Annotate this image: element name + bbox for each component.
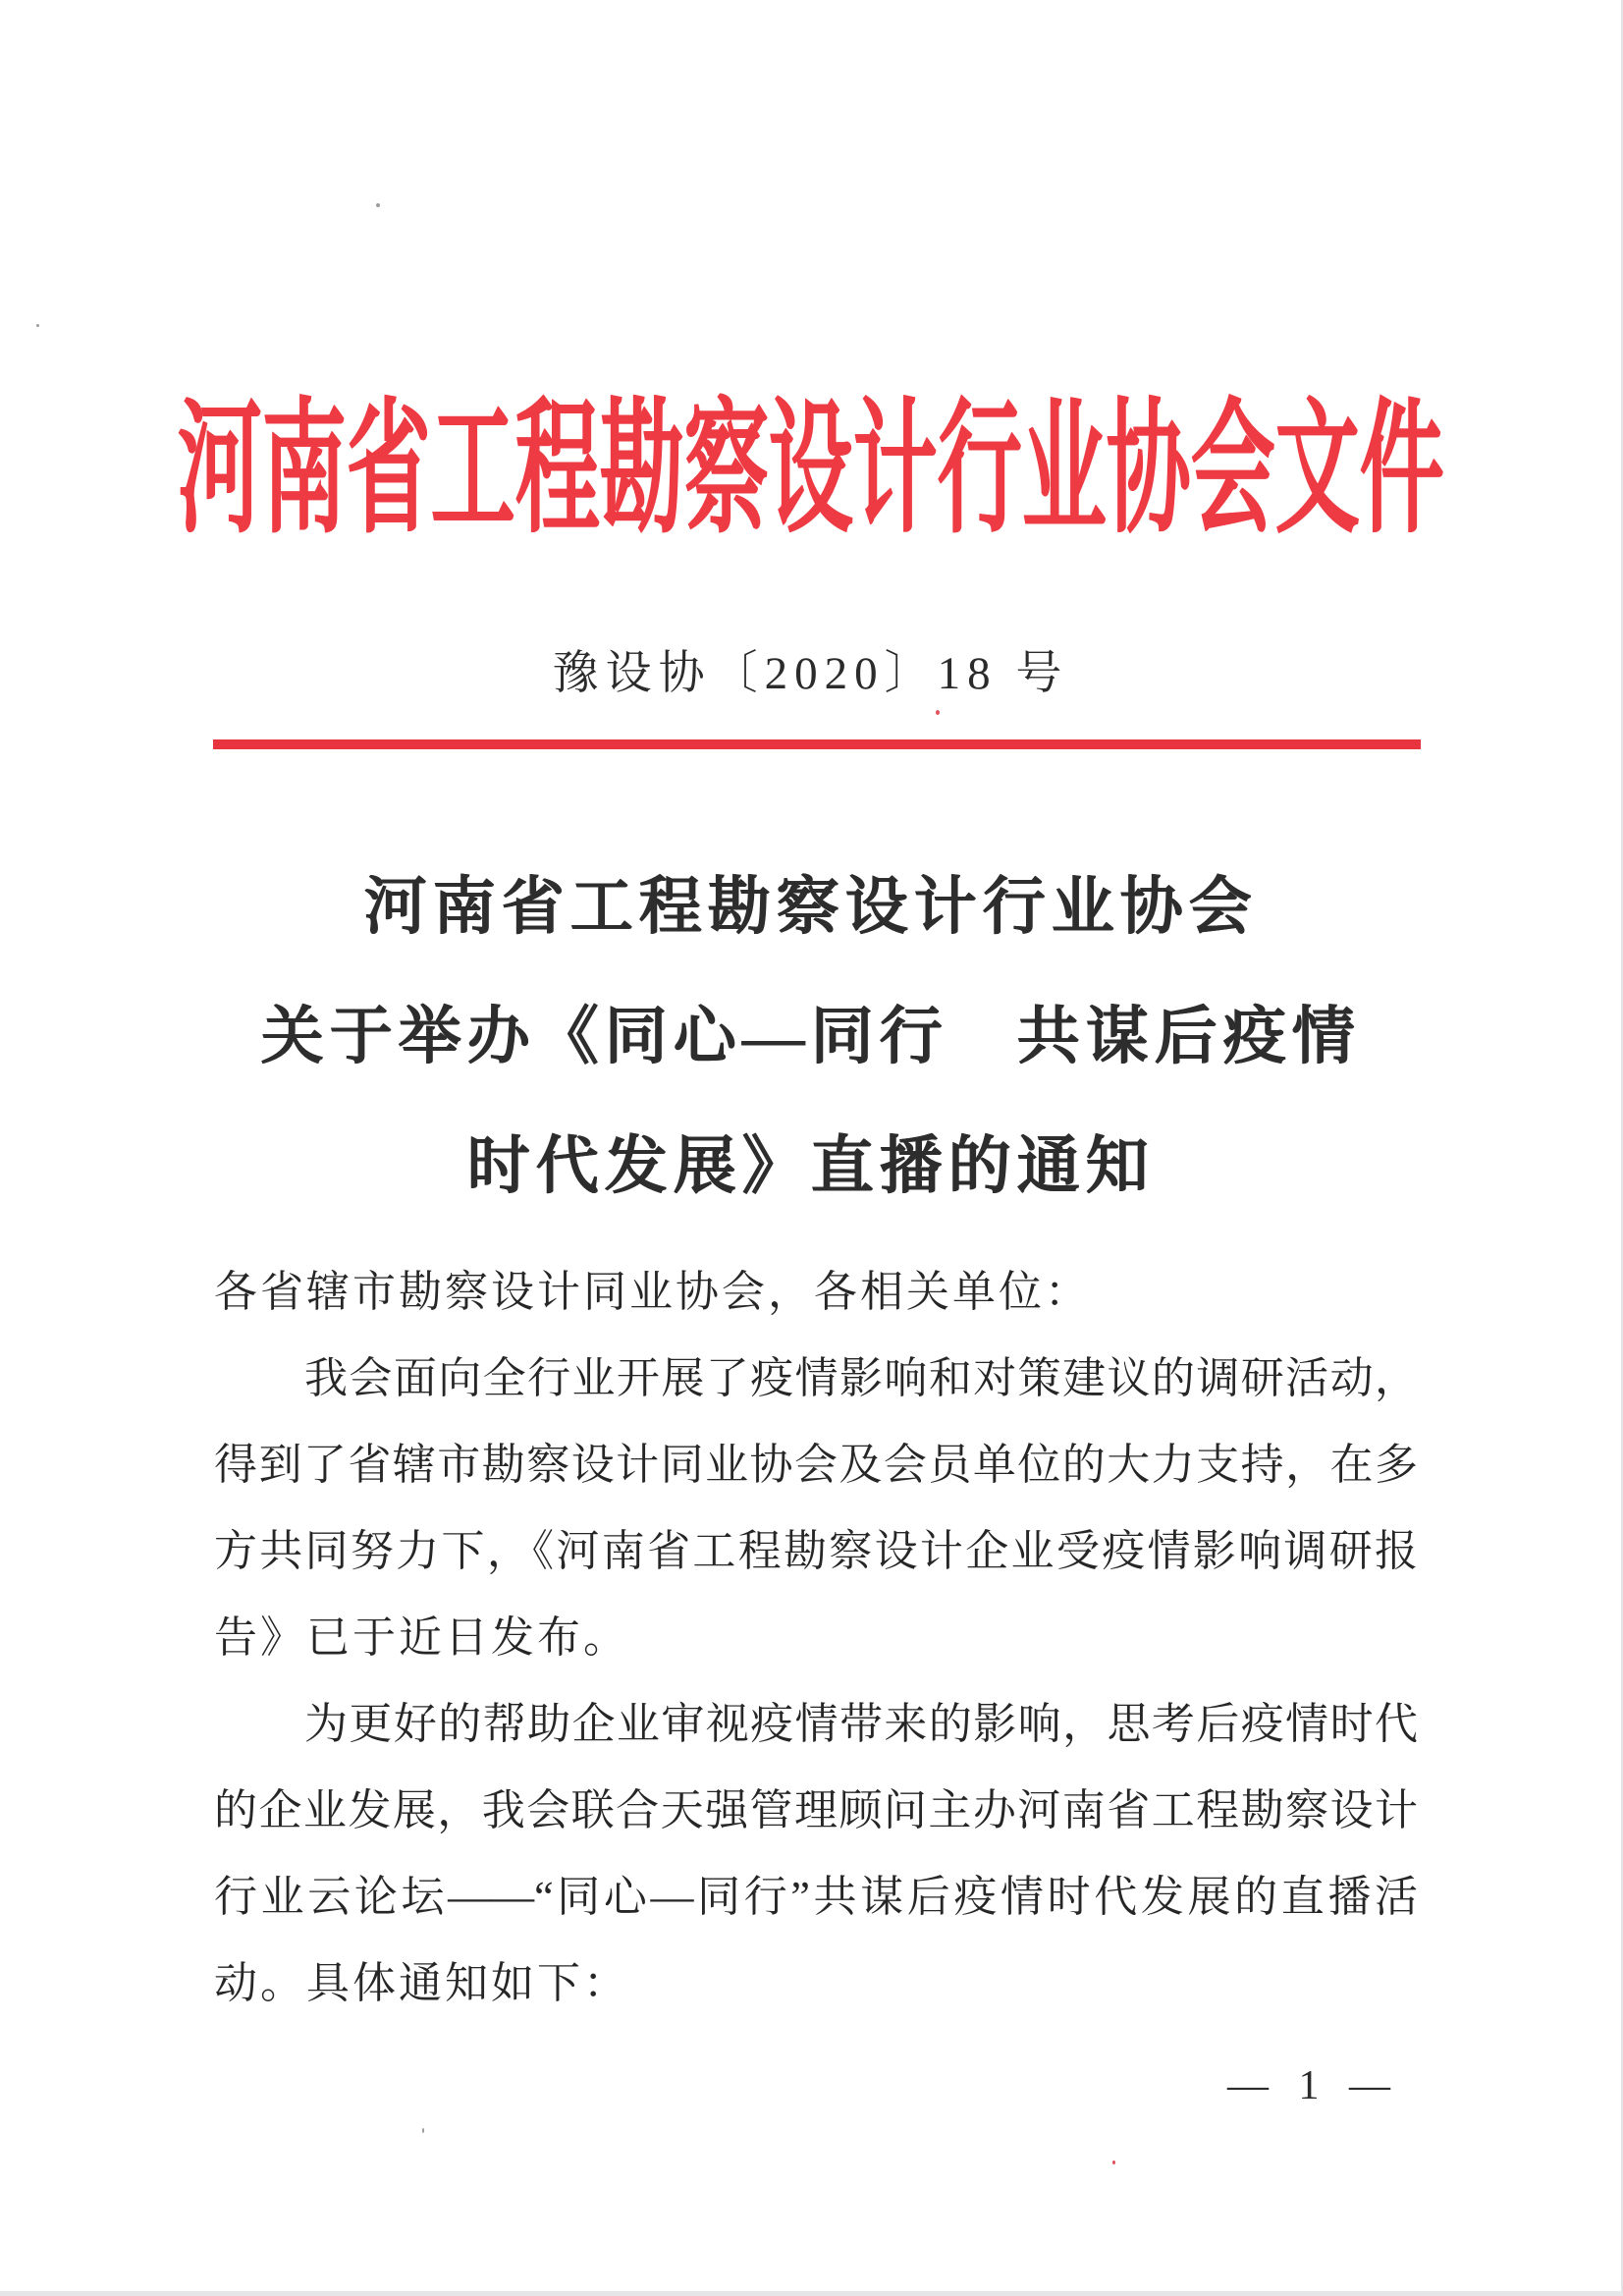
body-line: 告》已于近日发布。 <box>214 1613 629 1662</box>
document-reference-number: 豫设协〔2020〕18 号 <box>552 648 1069 699</box>
body-line: 的企业发展，我会联合天强管理顾问主办河南省工程勘察设计 <box>214 1786 1418 1834</box>
scan-speck <box>936 710 940 715</box>
page-number: — 1 — <box>1227 2063 1400 2108</box>
scan-speck <box>1112 2160 1115 2164</box>
notice-title-line-2: 关于举办《同心—同行 共谋后疫情 <box>260 1002 1361 1071</box>
scan-speck <box>422 2128 424 2133</box>
body-line: 为更好的帮助企业审视疫情带来的影响，思考后疫情时代 <box>304 1700 1418 1748</box>
body-line: 方共同努力下，《河南省工程勘察设计企业受疫情影响调研报 <box>214 1527 1418 1575</box>
notice-title-line-1: 河南省工程勘察设计行业协会 <box>363 872 1258 942</box>
red-divider-rule <box>213 739 1421 749</box>
body-line: 行业云论坛——“同心—同行”共谋后疫情时代发展的直播活 <box>214 1873 1418 1921</box>
body-text <box>214 1249 1418 2027</box>
body-line: 动。具体通知如下： <box>214 1959 629 2007</box>
body-line: 我会面向全行业开展了疫情影响和对策建议的调研活动， <box>304 1354 1418 1402</box>
scan-speck <box>36 324 39 327</box>
salutation-line: 各省辖市勘察设计同业协会，各相关单位： <box>214 1268 1091 1316</box>
notice-title-line-3: 时代发展》直播的通知 <box>466 1131 1155 1201</box>
scan-speck <box>376 203 380 207</box>
body-line: 得到了省辖市勘察设计同业协会及会员单位的大力支持，在多 <box>214 1441 1418 1489</box>
agency-masthead-title: 河南省工程勘察设计行业协会文件 <box>177 388 1444 551</box>
